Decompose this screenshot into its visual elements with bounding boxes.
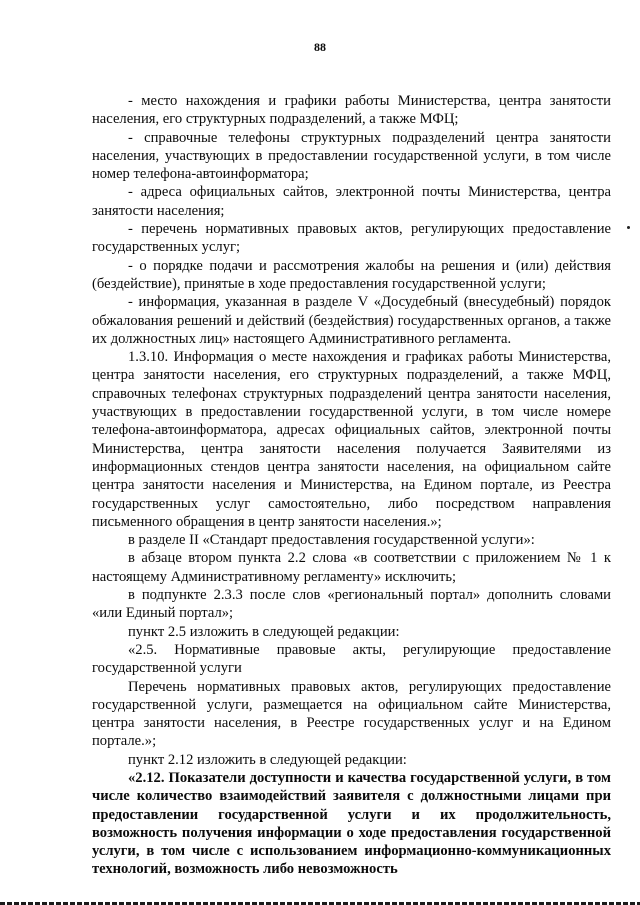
page-number: 88 — [314, 40, 326, 54]
paragraph-official-sites: - адреса официальных сайтов, электронной почты Министерства, центра занятости населения; — [92, 184, 611, 219]
paragraph-clause-2-12-heading: «2.12. Показатели доступности и качества государственной услуги, в том числе количество взаимодействий заявителя с должностными лицами при предоставлении государственной услуги и их продолжительность, возможность получения информации о ходе предоставления государственной услуги, в том числе с использованием информационно-коммуникационных технологий, возможность либо невозможность — [92, 769, 611, 878]
scan-speck — [627, 226, 630, 229]
paragraph-clause-2-3-3: в подпункте 2.3.3 после слов «региональный портал» дополнить словами «или Единый портал»; — [92, 587, 611, 622]
paragraph-legal-acts-list: - перечень нормативных правовых актов, регулирующих предоставление государственных услуг; — [92, 221, 611, 256]
paragraph-clause-2-5-body: Перечень нормативных правовых актов, регулирующих предоставление государственной услуги, размещается на официальном сайте Министерства, центра занятости населения, в Реестре государственных услуг и на Едином портале.»; — [92, 678, 611, 750]
paragraph-clause-2-2: в абзаце втором пункта 2.2 слова «в соответствии с приложением № 1 к настоящему Административному регламенту» исключить; — [92, 550, 611, 585]
document-body — [92, 92, 611, 879]
paragraph-location-schedules: - место нахождения и графики работы Министерства, центра занятости населения, его структурных подразделений, а также МФЦ; — [92, 93, 611, 128]
paragraph-reference-phones: - справочные телефоны структурных подразделений центра занятости населения, участвующих в предоставлении государственной услуги, в том числе номер телефона-автоинформатора; — [92, 129, 611, 183]
paragraph-clause-2-5-intro: пункт 2.5 изложить в следующей редакции: — [128, 623, 400, 640]
paragraph-clause-2-12-intro: пункт 2.12 изложить в следующей редакции: — [128, 751, 407, 768]
paragraph-section-ii: в разделе II «Стандарт предоставления государственной услуги»: — [128, 532, 535, 549]
paragraph-clause-2-5-heading: «2.5. Нормативные правовые акты, регулирующие предоставление государственной услуги — [92, 641, 611, 677]
paragraph-section-v-info: - информация, указанная в разделе V «Досудебный (внесудебный) порядок обжалования решений и действий (бездействия) государственных органов, а также их должностных лиц» настоящего Административного регламента. — [92, 294, 611, 347]
paragraph-complaint-procedure: - о порядке подачи и рассмотрения жалобы на решения и (или) действия (бездействие), принятые в ходе предоставления государственной услуги; — [92, 257, 611, 292]
paragraph-clause-1-3-10: 1.3.10. Информация о месте нахождения и графиках работы Министерства, центра занятости населения, его структурных подразделений, а также МФЦ, справочных телефонах структурных подразделений центра занятости населения, участвующих в предоставлении государственной услуги, в том числе номере телефона-автоинформатора, адресах официальных сайтов, электронной почты Министерства, центра занятости населения получается Заявителями из информационных стендов центра занятости населения, на официальном сайте центра занятости населения и Министерства, на Едином портале, из Реестра государственных услуг самостоятельно, либо посредством направления письменного обращения в центр занятости населения.»; — [92, 349, 611, 530]
